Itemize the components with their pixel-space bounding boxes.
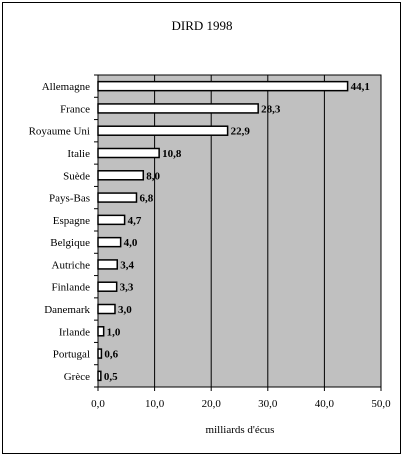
bar [98, 260, 117, 269]
x-tick-label: 40,0 [314, 398, 335, 410]
category-label: Pays-Bas [49, 192, 90, 205]
category-label: Allemagne [41, 81, 90, 94]
value-label: 1,0 [106, 326, 121, 339]
chart-title: DIRD 1998 [171, 18, 233, 33]
x-tick-label: 30,0 [258, 398, 278, 410]
value-label: 22,9 [230, 125, 250, 138]
chart-frame [2, 2, 401, 454]
value-label: 8,0 [146, 170, 161, 183]
value-label: 0,5 [103, 370, 118, 383]
value-label: 0,6 [104, 348, 119, 361]
plot-area [29, 75, 392, 410]
category-label: Portugal [52, 348, 90, 361]
bar [98, 282, 117, 291]
value-label: 3,3 [119, 281, 134, 294]
value-label: 44,1 [350, 81, 370, 94]
plot-background [98, 75, 381, 387]
bar-chart [3, 3, 400, 453]
bar [98, 327, 104, 336]
value-label: 3,4 [120, 259, 134, 272]
bar [98, 349, 101, 358]
category-label: Espagne [52, 214, 90, 227]
value-label: 4,0 [123, 237, 138, 250]
bar [98, 126, 228, 135]
category-label: Autriche [51, 259, 90, 272]
category-label: Royaume Uni [28, 125, 90, 138]
x-tick-label: 20,0 [201, 398, 221, 410]
value-label: 6,8 [139, 192, 154, 205]
bar [98, 238, 121, 247]
bar [98, 305, 115, 314]
category-label: Irlande [58, 326, 90, 339]
x-axis-label: milliards d'écus [205, 424, 275, 436]
category-label: Belgique [50, 237, 90, 250]
bar [98, 149, 159, 158]
bar [98, 104, 258, 113]
value-label: 28,3 [261, 103, 281, 116]
category-label: France [60, 103, 90, 116]
bar [98, 171, 143, 180]
bar [98, 193, 136, 202]
x-tick-label: 10,0 [144, 398, 165, 410]
category-label: Finlande [51, 281, 90, 294]
value-label: 10,8 [162, 148, 182, 160]
bar [98, 215, 125, 224]
x-tick-label: 0,0 [91, 398, 105, 410]
bar [98, 82, 348, 91]
category-label: Italie [67, 148, 90, 160]
category-label: Suède [63, 170, 90, 183]
bar [98, 371, 101, 380]
x-tick-label: 50,0 [371, 398, 391, 410]
value-label: 3,0 [117, 304, 132, 316]
value-label: 4,7 [127, 214, 142, 227]
category-label: Grèce [63, 370, 90, 383]
category-label: Danemark [44, 304, 90, 316]
